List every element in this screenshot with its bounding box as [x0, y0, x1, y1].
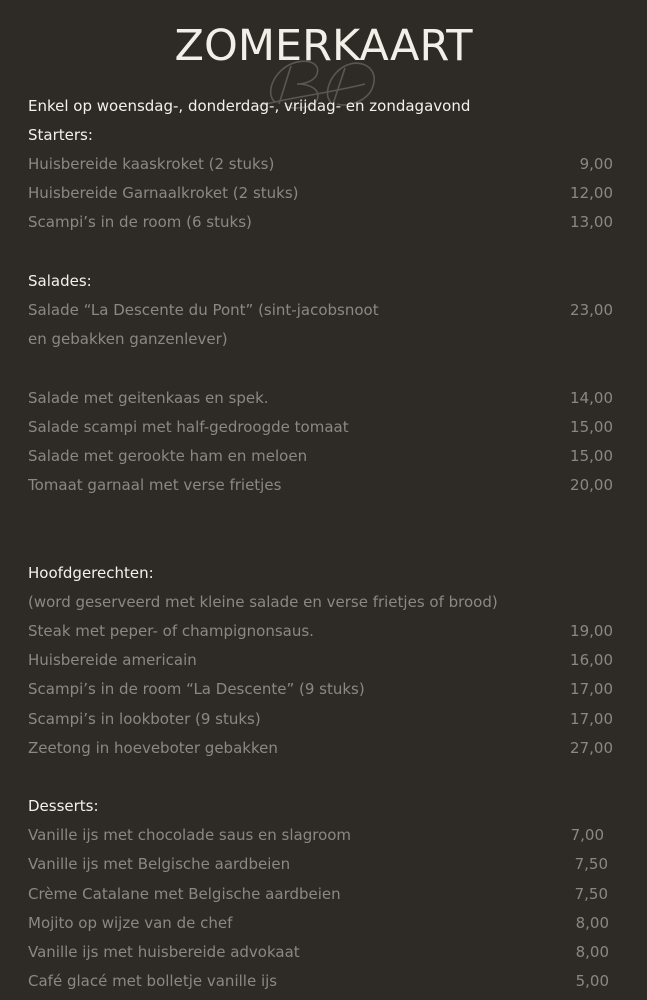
- desserts-heading: Desserts:: [28, 797, 99, 815]
- menu-item-name: Scampi’s in lookboter (9 stuks): [28, 710, 261, 728]
- menu-item-price: 23,00: [570, 301, 613, 319]
- menu-item-price: 13,00: [570, 213, 613, 231]
- menu-item-name: Vanille ijs met huisbereide advokaat: [28, 943, 300, 961]
- menu-item-price: 7,50: [574, 885, 608, 903]
- menu-item-price: 27,00: [570, 739, 613, 757]
- hoofdgerechten-note: (word geserveerd met kleine salade en verse frietjes of brood): [28, 593, 498, 611]
- menu-item-name: Salade scampi met half-gedroogde tomaat: [28, 418, 349, 436]
- menu-item-price: 12,00: [570, 184, 613, 202]
- menu-item-price: 17,00: [570, 680, 613, 698]
- menu-item-name: Zeetong in hoeveboter gebakken: [28, 739, 278, 757]
- menu-item-price: 14,00: [570, 389, 613, 407]
- menu-item-price: 7,50: [574, 855, 608, 873]
- title-block: [0, 18, 647, 96]
- menu-item-price: 5,00: [575, 972, 609, 990]
- menu-item-name: Scampi’s in de room “La Descente” (9 stuks): [28, 680, 365, 698]
- menu-item-name: Huisbereide Garnaalkroket (2 stuks): [28, 184, 299, 202]
- menu-item-name: Salade met geitenkaas en spek.: [28, 389, 269, 407]
- menu-item-name: Steak met peper- of champignonsaus.: [28, 622, 314, 640]
- menu-item-price: 16,00: [570, 651, 613, 669]
- menu-item-name-continued: en gebakken ganzenlever): [28, 330, 228, 348]
- menu-item-price: 19,00: [570, 622, 613, 640]
- menu-item-name: Café glacé met bolletje vanille ijs: [28, 972, 278, 990]
- menu-item-name: Vanille ijs met chocolade saus en slagroom: [28, 826, 352, 844]
- salades-heading: Salades:: [28, 272, 92, 290]
- menu-item-name: Huisbereide americain: [28, 651, 197, 669]
- hoofdgerechten-heading: Hoofdgerechten:: [28, 564, 154, 582]
- menu-item-price: 8,00: [575, 943, 609, 961]
- starters-heading: Starters:: [28, 126, 93, 144]
- menu-item-name: Mojito op wijze van de chef: [28, 914, 233, 932]
- menu-item-name: Salade “La Descente du Pont” (sint-jacobsnoot: [28, 301, 379, 319]
- menu-item-name: Scampi’s in de room (6 stuks): [28, 213, 252, 231]
- page-title: ZOMERKAART: [174, 21, 473, 71]
- menu-item-name: Crème Catalane met Belgische aardbeien: [28, 885, 341, 903]
- availability-note: Enkel op woensdag-, donderdag-, vrijdag- en zondagavond: [28, 97, 471, 115]
- menu-item-price: 9,00: [579, 155, 613, 173]
- menu-item-name: Salade met gerookte ham en meloen: [28, 447, 308, 465]
- menu-item-price: 8,00: [575, 914, 609, 932]
- menu-item-price: 20,00: [570, 476, 613, 494]
- menu-item-price: 7,00: [570, 826, 604, 844]
- menu-item-name: Huisbereide kaaskroket (2 stuks): [28, 155, 275, 173]
- menu-item-name: Tomaat garnaal met verse frietjes: [28, 476, 282, 494]
- menu-item-name: Vanille ijs met Belgische aardbeien: [28, 855, 291, 873]
- menu-item-price: 15,00: [570, 447, 613, 465]
- menu-item-price: 15,00: [570, 418, 613, 436]
- menu-item-price: 17,00: [570, 710, 613, 728]
